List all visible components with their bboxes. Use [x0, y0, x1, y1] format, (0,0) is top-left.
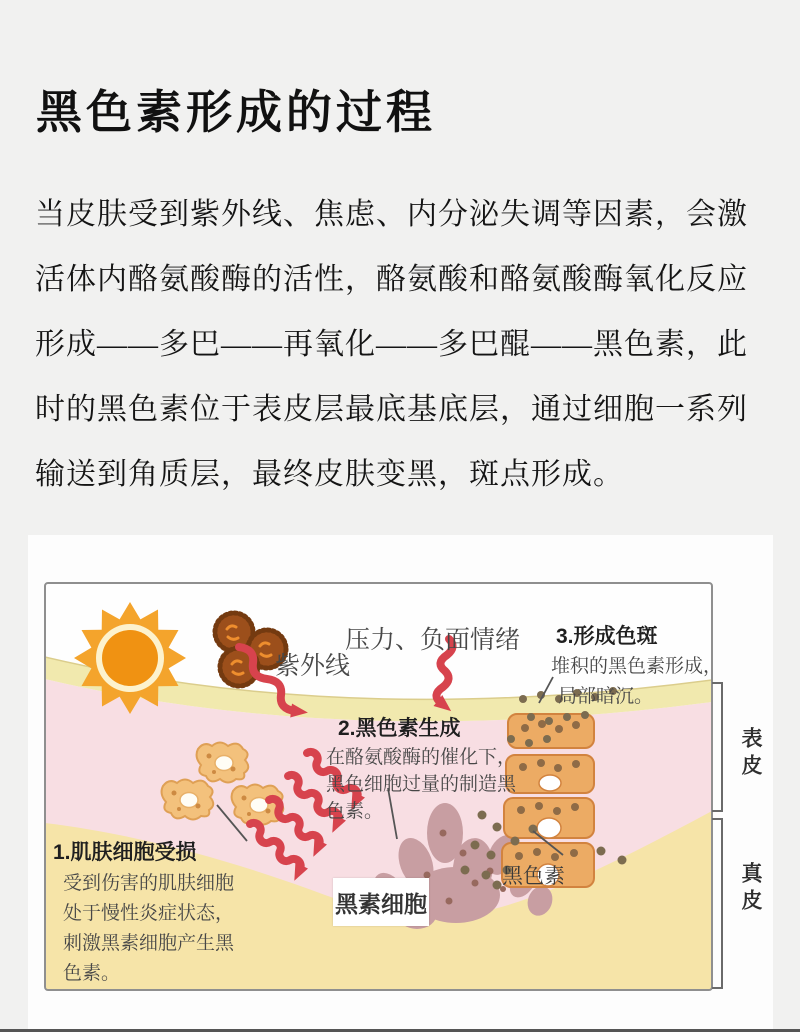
step2-line: 在酪氨酸酶的催化下，: [326, 747, 517, 768]
step1-line: 色素。: [63, 963, 121, 984]
dermis-layer-label: 真皮: [739, 862, 762, 916]
paragraph-line: 时的黑色素位于表皮层最底基底层，通过细胞一系列: [35, 393, 748, 426]
step1-title: 1.肌肤细胞受损: [53, 841, 197, 864]
step2-line: 色素。: [326, 801, 384, 822]
step1-line: 刺激黑素细胞产生黑: [63, 933, 235, 954]
step2-line: 黑色细胞过量的制造黑: [326, 774, 517, 795]
melanocyte-label: 黑素细胞: [335, 890, 427, 917]
diagram-panel: [28, 535, 773, 1029]
step1-line: 受到伤害的肌肤细胞: [63, 873, 235, 894]
layer-brackets: [712, 683, 722, 988]
melanin-label: 黑色素: [502, 865, 565, 888]
intro-paragraph: [35, 182, 775, 507]
page-title: 黑色素形成的过程: [36, 86, 436, 138]
step1-line: 处于慢性炎症状态，: [63, 903, 235, 924]
paragraph-line: 活体内酪氨酸酶的活性，酪氨酸和酪氨酸酶氧化反应: [35, 263, 748, 296]
step3-line: 堆积的黑色素形成，: [551, 656, 723, 677]
uv-label: 紫外线: [275, 652, 351, 680]
stress-label: 压力、负面情绪: [345, 626, 521, 654]
paragraph-line: 输送到角质层，最终皮肤变黑，斑点形成。: [35, 458, 624, 491]
melanocyte-label-box: [333, 878, 429, 926]
paragraph-line: 当皮肤受到紫外线、焦虑、内分泌失调等因素，会激: [35, 198, 748, 231]
step3-line: 局部暗沉。: [558, 686, 654, 707]
step3-title: 3.形成色斑: [556, 625, 658, 648]
step2-title: 2.黑色素生成: [338, 717, 461, 740]
paragraph-line: 形成——多巴——再氧化——多巴醌——黑色素，此: [35, 328, 748, 361]
epidermis-layer-label: 表皮: [739, 727, 762, 781]
